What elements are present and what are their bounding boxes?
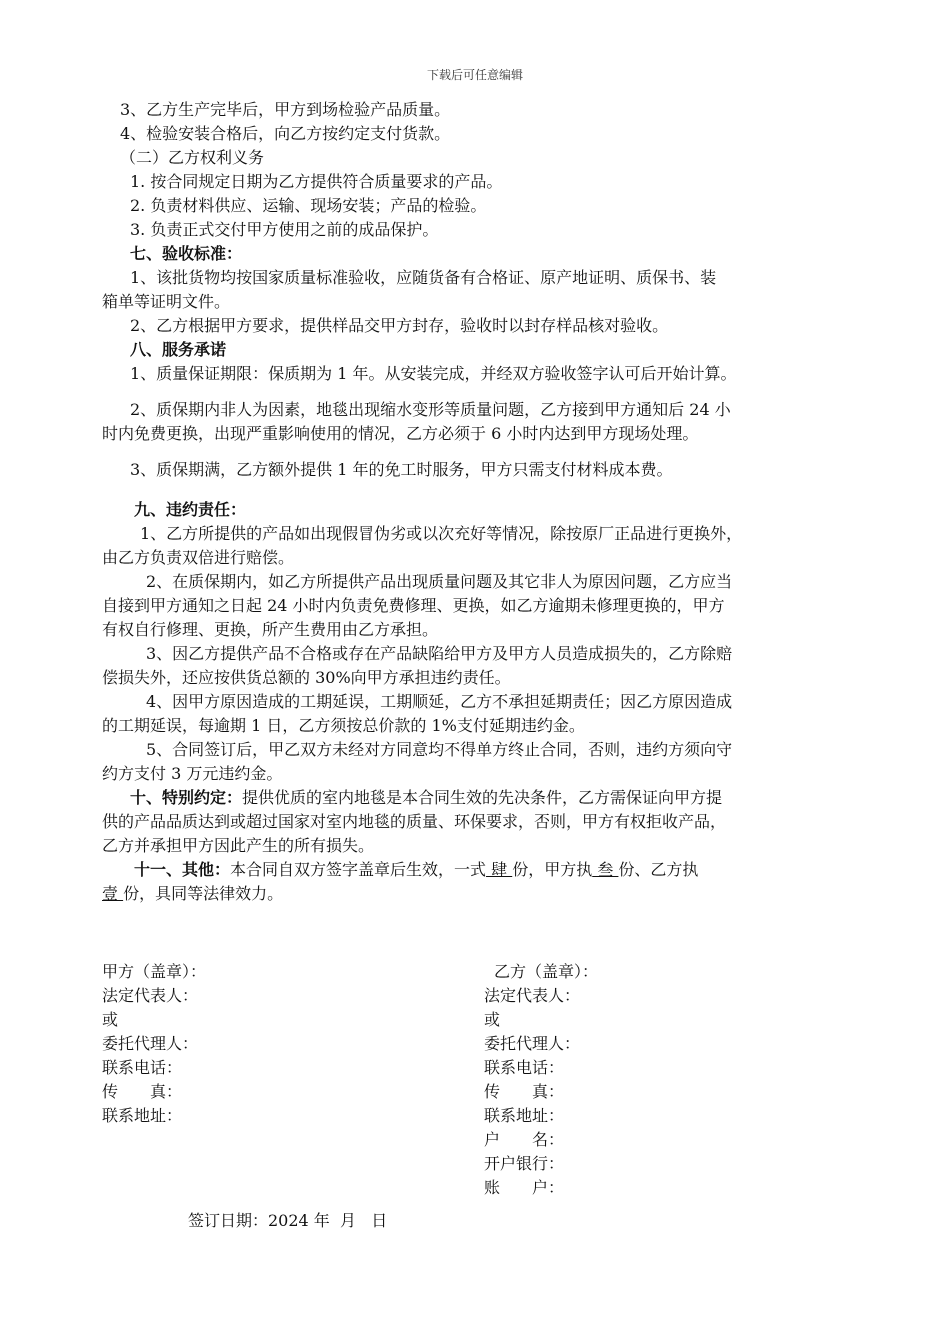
party-b-fax: 传 真： xyxy=(484,1082,565,1101)
breach-2-line-2: 自接到甲方通知之日起 24 小时内负责免费修理、更换，如乙方逾期未修理更换的，甲方 xyxy=(102,596,725,615)
breach-1-line-1: 1、乙方所提供的产品如出现假冒伪劣或以次充好等情况，除按原厂正品进行更换外， xyxy=(140,524,743,543)
acceptance-1-line-1: 1、该批货物均按国家质量标准验收，应随货备有合格证、原产地证明、质保书、装 xyxy=(130,268,717,287)
breach-5-line-2: 约方支付 3 万元违约金。 xyxy=(102,764,283,783)
breach-5-line-1: 5、合同签订后，甲乙双方未经对方同意均不得单方终止合同，否则，违约方须向守 xyxy=(146,740,733,759)
party-b-signature-block xyxy=(484,960,598,1200)
spacer xyxy=(102,386,850,398)
copies-total: 肆 xyxy=(486,860,513,879)
service-1: 1、质量保证期限：保质期为 1 年。从安装完成，并经双方验收签字认可后开始计算。 xyxy=(130,364,737,383)
copies-party-b: 壹 xyxy=(102,884,124,903)
special-agreement-text: 提供优质的室内地毯是本合同生效的先决条件，乙方需保证向甲方提 xyxy=(242,788,723,807)
service-3: 3、质保期满，乙方额外提供 1 年的免工时服务，甲方只需支付材料成本费。 xyxy=(130,460,673,479)
service-2-line-2: 时内免费更换，出现严重影响使用的情况，乙方必须于 6 小时内达到甲方现场处理。 xyxy=(102,424,699,443)
breach-4-line-2: 的工期延误，每逾期 1 日，乙方须按总价款的 1%支付延期违约金。 xyxy=(102,716,585,735)
breach-3-line-2: 偿损失外，还应按供货总额的 30%向甲方承担违约责任。 xyxy=(102,668,511,687)
party-b-seal: 乙方（盖章）： xyxy=(494,962,599,981)
party-a-agent: 委托代理人： xyxy=(102,1034,199,1053)
contract-body xyxy=(102,98,850,906)
clause-4: 4、检验安装合格后，向乙方按约定支付货款。 xyxy=(120,124,451,143)
other-text-b: 份，甲方执 xyxy=(512,860,593,879)
party-b-account: 账 户： xyxy=(484,1178,565,1197)
party-b-or: 或 xyxy=(484,1010,501,1029)
party-b-account-name: 户 名： xyxy=(484,1130,565,1149)
party-b-phone: 联系电话： xyxy=(484,1058,565,1077)
special-agreement-line-1 xyxy=(102,786,850,810)
acceptance-1-line-2: 箱单等证明文件。 xyxy=(102,292,231,311)
section-11-heading: 十一、其他： xyxy=(134,860,231,879)
special-agreement-line-3: 乙方并承担甲方因此产生的所有损失。 xyxy=(102,836,375,855)
special-agreement-line-2: 供的产品品质达到或超过国家对室内地毯的质量、环保要求，否则，甲方有权拒收产品， xyxy=(102,812,727,831)
breach-3-line-1: 3、因乙方提供产品不合格或存在产品缺陷给甲方及甲方人员造成损失的，乙方除赔 xyxy=(146,644,733,663)
other-text-d: 份，具同等法律效力。 xyxy=(123,884,284,903)
section-8-heading: 八、服务承诺 xyxy=(130,340,227,359)
section-9-heading: 九、违约责任： xyxy=(134,500,247,519)
party-b-agent: 委托代理人： xyxy=(484,1034,581,1053)
section-7-heading: 七、验收标准： xyxy=(130,244,243,263)
acceptance-2: 2、乙方根据甲方要求，提供样品交甲方封存，验收时以封存样品核对验收。 xyxy=(130,316,669,335)
spacer xyxy=(102,446,850,458)
party-b-address: 联系地址： xyxy=(484,1106,565,1125)
party-a-legal-rep: 法定代表人： xyxy=(102,986,199,1005)
party-a-or: 或 xyxy=(102,1010,119,1029)
party-a-address: 联系地址： xyxy=(102,1106,183,1125)
other-text-c: 份、乙方执 xyxy=(618,860,699,879)
copies-party-a: 叁 xyxy=(592,860,619,879)
section-party-b-rights: （二）乙方权利义务 xyxy=(120,148,265,167)
signing-date: 签订日期：2024 年 月 日 xyxy=(188,1211,388,1230)
breach-2-line-1: 2、在质保期内，如乙方所提供产品出现质量问题及其它非人为原因问题，乙方应当 xyxy=(146,572,733,591)
page-header: 下载后可任意编辑 xyxy=(426,68,523,82)
rights-item-1: 1. 按合同规定日期为乙方提供符合质量要求的产品。 xyxy=(130,172,503,191)
party-a-phone: 联系电话： xyxy=(102,1058,183,1077)
other-text-a: 本合同自双方签字盖章后生效，一式 xyxy=(230,860,487,879)
party-b-bank: 开户银行： xyxy=(484,1154,565,1173)
rights-item-3: 3. 负责正式交付甲方使用之前的成品保护。 xyxy=(130,220,439,239)
rights-item-2: 2. 负责材料供应、运输、现场安装；产品的检验。 xyxy=(130,196,487,215)
other-line-2 xyxy=(102,882,850,906)
breach-1-line-2: 由乙方负责双倍进行赔偿。 xyxy=(102,548,295,567)
party-a-seal: 甲方（盖章）： xyxy=(102,962,207,981)
breach-2-line-3: 有权自行修理、更换，所产生费用由乙方承担。 xyxy=(102,620,439,639)
service-2-line-1: 2、质保期内非人为因素，地毯出现缩水变形等质量问题，乙方接到甲方通知后 24 小 xyxy=(130,400,731,419)
section-10-heading: 十、特别约定： xyxy=(130,788,243,807)
breach-4-line-1: 4、因甲方原因造成的工期延误，工期顺延，乙方不承担延期责任；因乙方原因造成 xyxy=(146,692,733,711)
other-line-1 xyxy=(102,858,850,882)
clause-3: 3、乙方生产完毕后，甲方到场检验产品质量。 xyxy=(120,100,451,119)
spacer xyxy=(102,482,850,498)
party-a-fax: 传 真： xyxy=(102,1082,183,1101)
party-b-legal-rep: 法定代表人： xyxy=(484,986,581,1005)
party-a-signature-block xyxy=(102,960,206,1128)
